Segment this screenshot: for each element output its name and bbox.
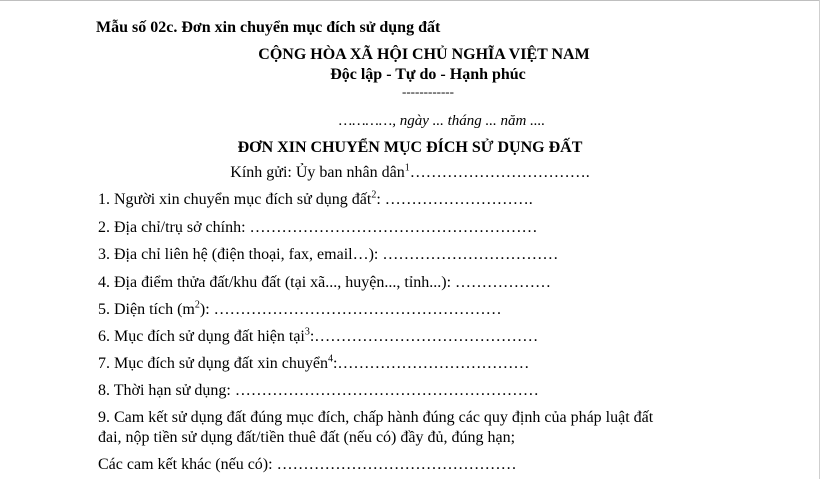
field-dots: :……………………………… [332, 355, 530, 372]
field-dots: : ………………………. [376, 191, 533, 208]
field-dots: :…………………………………… [309, 328, 539, 345]
addressee-dots: ……………………………. [409, 164, 590, 181]
other-commitments: Các cam kết khác (nếu có): ……………………………………… [98, 456, 517, 473]
date-line: …………, ngày ... tháng ... năm .... [338, 113, 546, 129]
field-requested-purpose [98, 355, 529, 373]
separator: ------------ [402, 84, 454, 99]
addressee-text: Kính gửi: Ủy ban nhân dân [230, 164, 405, 181]
motto: Độc lập - Tự do - Hạnh phúc [330, 66, 526, 83]
field-label: 7. Mục đích sử dụng đất xin chuyển [98, 355, 328, 372]
field-dots: ): ……………………………………………… [199, 301, 502, 318]
addressee-line [0, 164, 820, 182]
form-code: Mẫu số 02c. Đơn xin chuyển mục đích sử dụng đất [96, 19, 441, 36]
field-label: 1. Người xin chuyển mục đích sử dụng đất [98, 191, 372, 208]
field-label: 2. Địa chỉ/trụ sở chính: ……………………………………………… [98, 219, 538, 236]
field-address [98, 219, 538, 237]
document-title: ĐƠN XIN CHUYỂN MỤC ĐÍCH SỬ DỤNG ĐẤT [237, 139, 583, 156]
field-label: 5. Diện tích (m [98, 301, 195, 318]
field-label: 8. Thời hạn sử dụng: ………………………………………………… [98, 382, 539, 399]
commitment-line-2: đai, nộp tiền sử dụng đất/tiền thuê đất (nếu có) đầy đủ, đúng hạn; [98, 429, 516, 446]
nation-heading: CỘNG HÒA XÃ HỘI CHỦ NGHĨA VIỆT NAM [258, 46, 590, 63]
field-label: 4. Địa điểm thửa đất/khu đất (tại xã..., huyện..., tỉnh...): ……………… [98, 274, 552, 291]
field-label: 6. Mục đích sử dụng đất hiện tại [98, 328, 305, 345]
field-land-location [98, 274, 551, 292]
commitment-line-1: 9. Cam kết sử dụng đất đúng mục đích, chấp hành đúng các quy định của pháp luật đất [98, 409, 654, 426]
field-label: 3. Địa chỉ liên hệ (điện thoại, fax, email…): …………………………… [98, 246, 559, 263]
field-applicant [98, 191, 533, 209]
field-duration [98, 382, 539, 400]
footnote-marker: 4 [327, 353, 333, 365]
field-area [98, 301, 502, 319]
footnote-marker: 3 [304, 326, 310, 338]
footnote-marker: 1 [404, 162, 410, 174]
footnote-marker: 2 [371, 189, 377, 201]
superscript: 2 [194, 299, 200, 311]
field-contact [98, 246, 558, 264]
field-current-purpose [98, 328, 538, 346]
